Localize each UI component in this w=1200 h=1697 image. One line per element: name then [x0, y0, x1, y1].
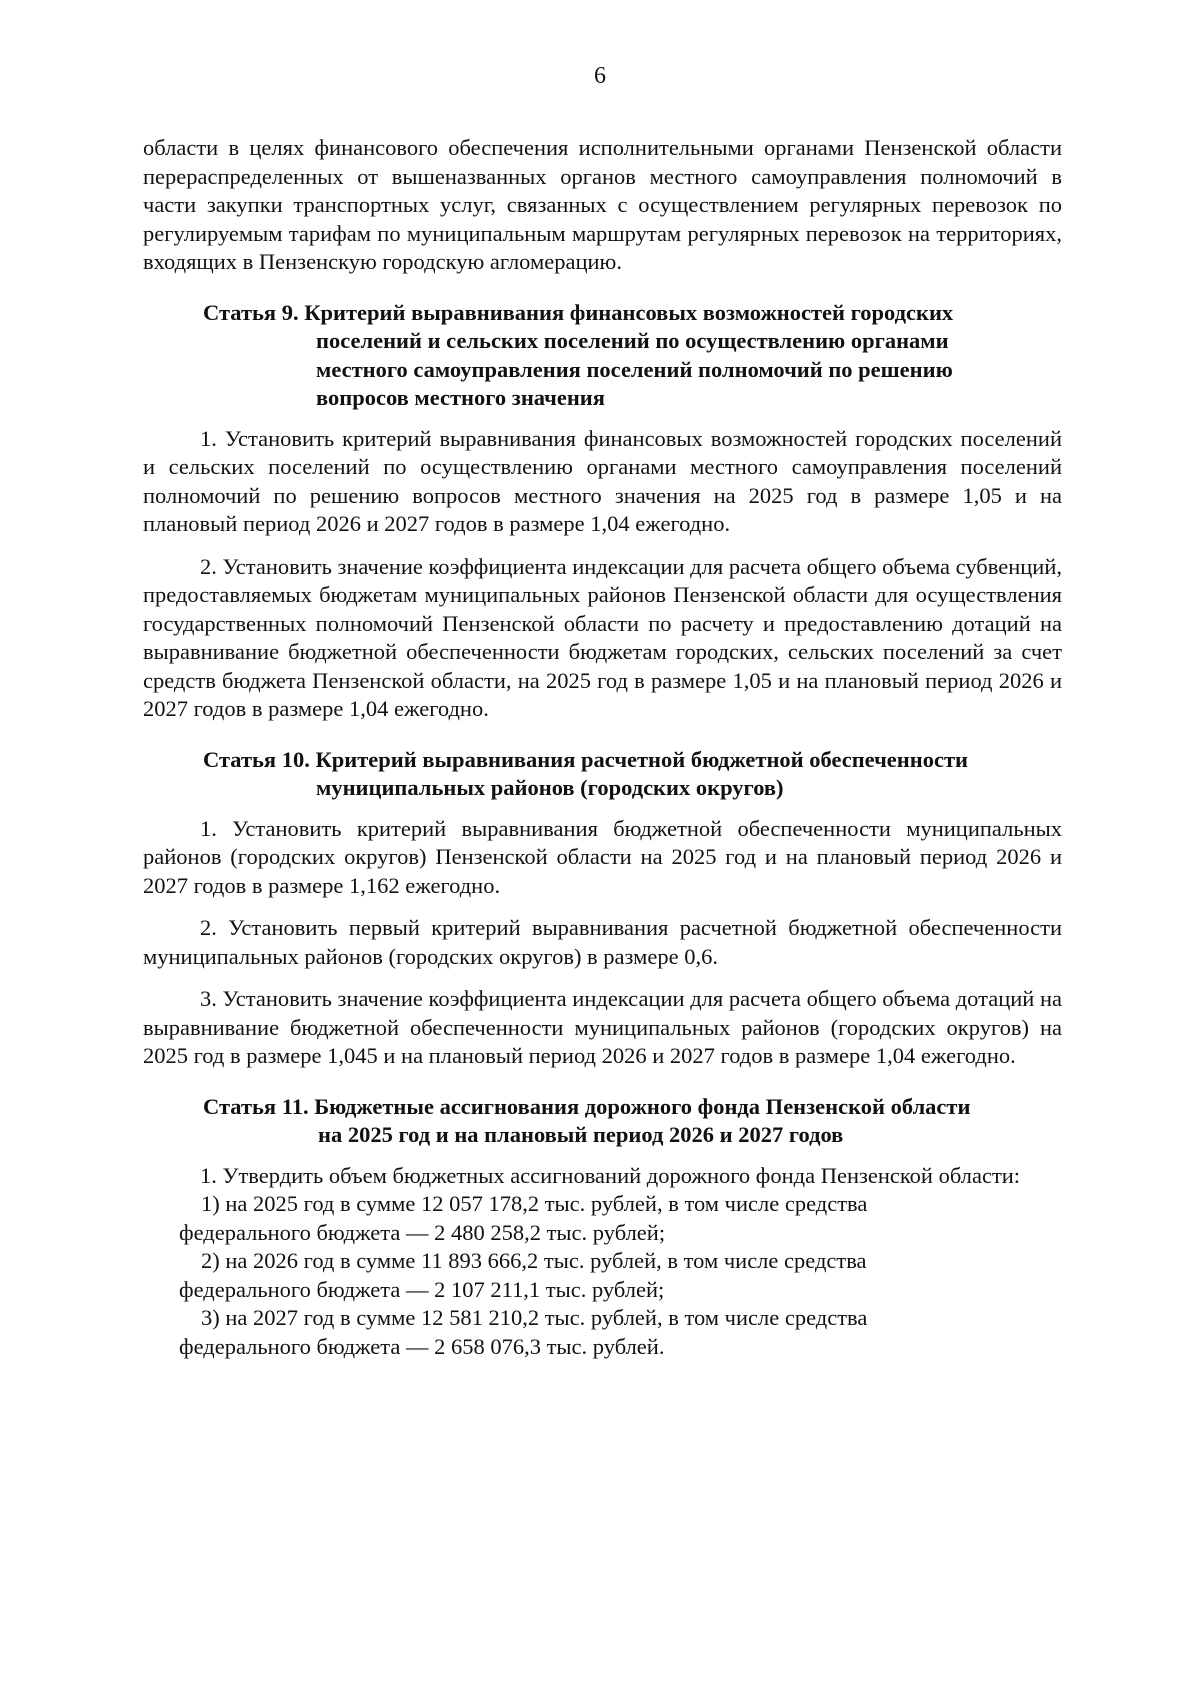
article-9-title-line-2: поселений и сельских поселений по осуществлению органами — [316, 328, 949, 353]
article-10-paragraph-2: 2. Установить первый критерий выравнивания расчетной бюджетной обеспеченности муниципальных районов (городских округов) в размере 0,6. — [143, 915, 1062, 969]
article-11-title-line-1: Статья 11. Бюджетные ассигнования дорожного фонда Пензенской области — [203, 1093, 971, 1119]
article-11-title-line-2: на 2025 год и на плановый период 2026 и 2027 годов — [318, 1122, 844, 1147]
list-item-2-line-2: федерального бюджета — 2 107 211,1 тыс. рублей; — [179, 1276, 665, 1302]
intro-paragraph: области в целях финансового обеспечения исполнительными органами Пензенской области перераспределенных от вышеназванных органов местного самоуправления полномочий в части закупки транспортных услуг, связанных с осуществлением регулярных перевозок по регулируемым тарифам по муниципальным маршрутам регулярных перевозок на территориях, входящих в Пензенскую городскую агломерацию. — [143, 135, 1062, 274]
list-item-1-line-1: 1) на 2025 год в сумме 12 057 178,2 тыс. рублей, в том числе средства — [201, 1191, 868, 1216]
article-11-paragraph-1: 1. Утвердить объем бюджетных ассигнований дорожного фонда Пензенской области: — [200, 1162, 1021, 1188]
article-11-list-item-1 — [143, 1190, 1062, 1247]
article-9-paragraph-2: 2. Установить значение коэффициента индексации для расчета общего объема субвенций, предоставляемых бюджетам муниципальных районов Пензенской области для осуществления государственных полномочий Пензенской области по расчету и предоставлению дотаций на выравнивание бюджетной обеспеченности бюджетам городских, сельских поселений за счет средств бюджета Пензенской области, на 2025 год в размере 1,05 и на плановый период 2026 и 2027 годов в размере 1,04 ежегодно. — [143, 553, 1062, 721]
page-number: 6 — [594, 63, 606, 89]
article-10-paragraph-1: 1. Установить критерий выравнивания бюджетной обеспеченности муниципальных районов (городских округов) Пензенской области на 2025 год и на плановый период 2026 и 2027 годов в размере 1,162 ежегодно. — [143, 815, 1062, 898]
document-body — [143, 134, 1062, 1361]
article-9-paragraph-1: 1. Установить критерий выравнивания финансовых возможностей городских поселений и сельских поселений по осуществлению органами местного самоуправления поселений полномочий по решению вопросов местного значения на 2025 год в размере 1,05 и на плановый период 2026 и 2027 годов в размере 1,04 ежегодно. — [143, 425, 1062, 536]
article-10-title-line-1: Статья 10. Критерий выравнивания расчетной бюджетной обеспеченности — [203, 746, 968, 772]
article-9-title-line-4: вопросов местного значения — [316, 385, 605, 410]
list-item-3-line-2: федерального бюджета — 2 658 076,3 тыс. рублей. — [179, 1333, 665, 1359]
list-item-3-line-1: 3) на 2027 год в сумме 12 581 210,2 тыс. рублей, в том числе средства — [201, 1305, 868, 1330]
article-10-title-line-2: муниципальных районов (городских округов) — [316, 775, 784, 800]
list-item-2-line-1: 2) на 2026 год в сумме 11 893 666,2 тыс. рублей, в том числе средства — [201, 1248, 867, 1273]
article-11-list-item-2 — [143, 1247, 1062, 1304]
article-11-list-item-3 — [143, 1304, 1062, 1361]
article-9-heading — [143, 299, 1062, 413]
article-10-paragraph-3: 3. Установить значение коэффициента индексации для расчета общего объема дотаций на выравнивание бюджетной обеспеченности муниципальных районов (городских округов) на 2025 год в размере 1,045 и на плановый период 2026 и 2027 годов в размере 1,04 ежегодно. — [143, 986, 1062, 1068]
list-item-1-line-2: федерального бюджета — 2 480 258,2 тыс. рублей; — [179, 1219, 666, 1245]
article-11-heading — [143, 1093, 1062, 1150]
article-9-title-line-3: местного самоуправления поселений полномочий по решению — [316, 356, 953, 382]
article-10-heading — [143, 746, 1062, 803]
article-9-title-line-1: Статья 9. Критерий выравнивания финансовых возможностей городских — [203, 299, 954, 325]
